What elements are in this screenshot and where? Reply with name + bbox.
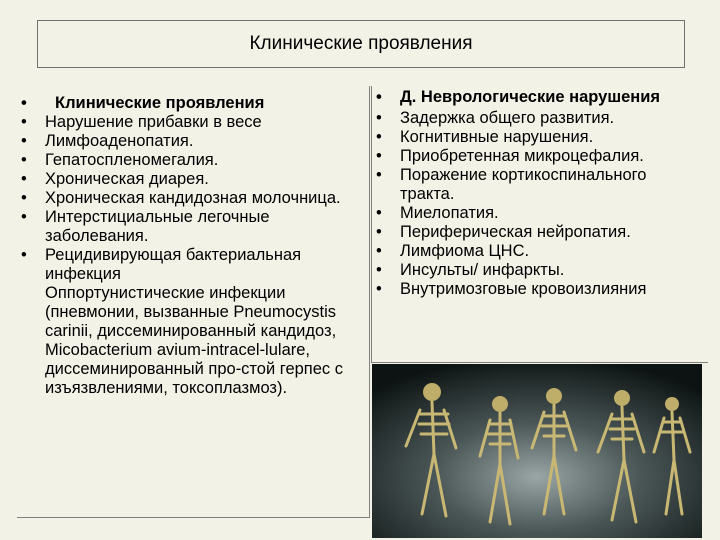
list-item: • Нарушение прибавки в весе <box>45 113 363 132</box>
list-item: • Хроническая диарея. <box>45 170 363 189</box>
list-item-heading: • Клинические проявления <box>45 94 363 113</box>
left-list <box>17 86 369 284</box>
page-title: Клинические проявления <box>249 33 473 54</box>
list-item: • Внутримозговые кровоизлияния <box>400 280 702 299</box>
list-item: • Гепатоспленомегалия. <box>45 151 363 170</box>
list-item: • Задержка общего развития. <box>400 109 702 128</box>
list-item: • Миелопатия. <box>400 204 702 223</box>
list-item: • Инсульты/ инфаркты. <box>400 261 702 280</box>
left-panel <box>17 86 370 518</box>
list-item: • Поражение кортикоспинального тракта. <box>400 166 702 204</box>
title-box <box>37 20 685 68</box>
skeletons-image <box>372 364 702 538</box>
right-list <box>372 86 708 299</box>
list-item: • Когнитивные нарушения. <box>400 128 702 147</box>
list-item: • Интерстициальные легочные заболевания. <box>45 208 363 246</box>
right-panel <box>371 86 708 363</box>
list-item: • Периферическая нейропатия. <box>400 223 702 242</box>
list-item: • Приобретенная микроцефалия. <box>400 147 702 166</box>
list-item: • Лимфоаденопатия. <box>45 132 363 151</box>
list-item: • Лимфиома ЦНС. <box>400 242 702 261</box>
list-item: • Хроническая кандидозная молочница. <box>45 189 363 208</box>
list-item-heading: • Д. Неврологические нарушения <box>400 88 702 107</box>
list-item: • Рецидивирующая бактериальная инфекция <box>45 246 363 284</box>
opportunistic-note: Оппортунистические инфекции (пневмонии, вызванные Pneumocystis carinii, диссеминированный кандидоз, Micobacterium avium-intracel-lulare, диссеминированный про-стой герпес с изъязвлениями, токсоплазмоз). <box>45 284 343 397</box>
